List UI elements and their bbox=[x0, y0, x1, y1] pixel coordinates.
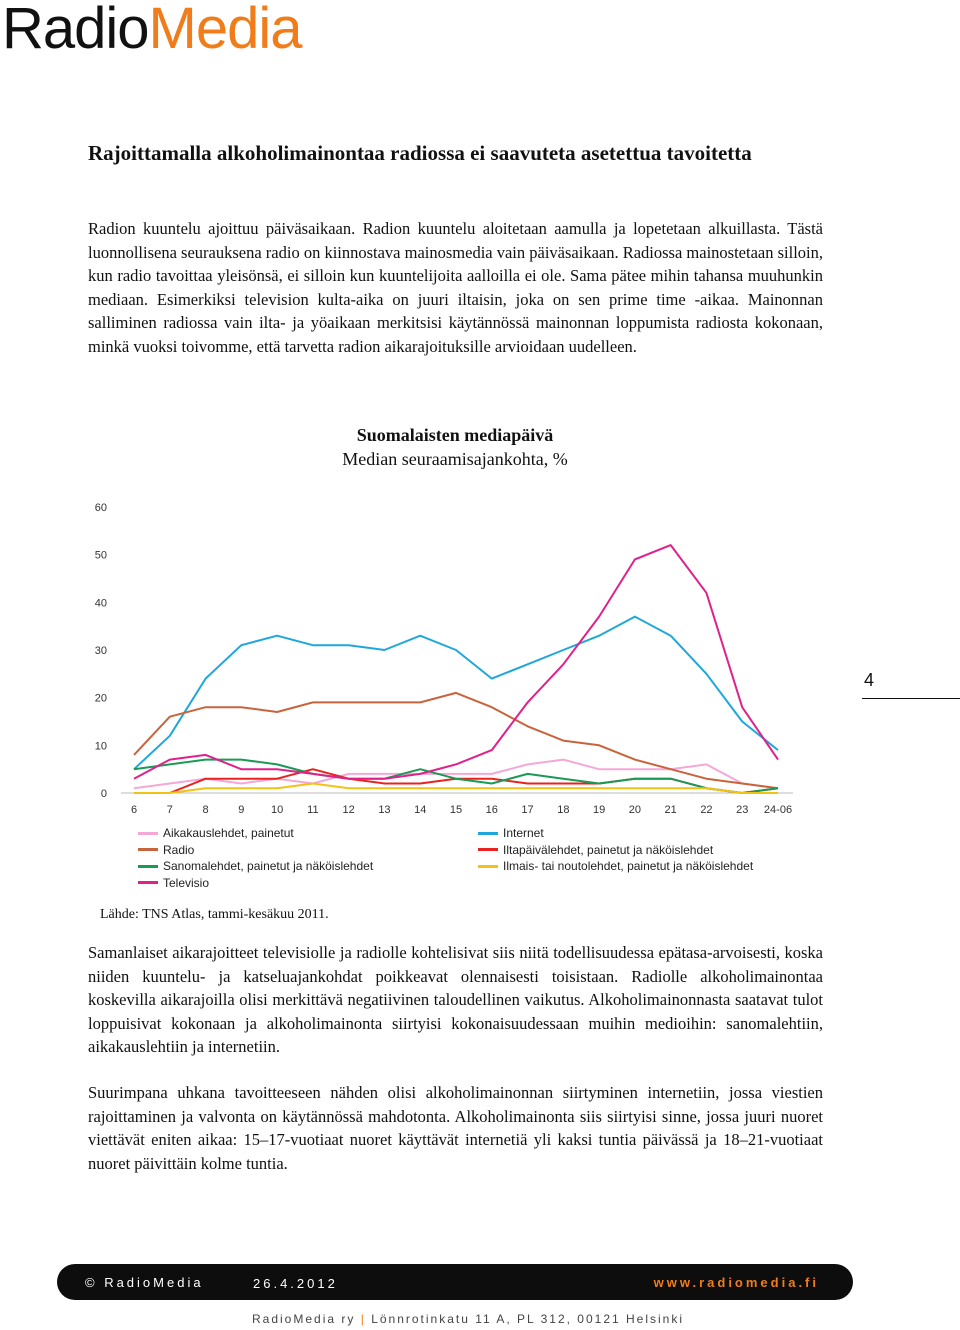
y-tick-label: 20 bbox=[94, 692, 107, 705]
legend-item bbox=[478, 859, 753, 873]
legend-swatch bbox=[478, 832, 498, 835]
footer-copyright: © RadioMedia bbox=[85, 1275, 204, 1290]
y-tick-label: 60 bbox=[94, 502, 107, 514]
x-tick-label: 16 bbox=[485, 804, 498, 816]
x-tick-label: 18 bbox=[557, 804, 570, 816]
paragraph-1: Radion kuuntelu ajoittuu päiväsaikaan. Radion kuuntelu aloitetaan aamulla ja lopetetaan alkuillasta. Tästä luonnollisena seurauksena radio on kiinnostava mainosmedia vain päiväsaikaan. Radiossa mainostetaan silloin, kun radio tavoittaa yleisönsä, ei silloin kun kuuntelijoita aalloilla ei ole. Sama pätee mihin tahansa muuhunkin mediaan. Esimerkiksi television kulta-aika on juuri iltaisin, joka on sen prime time -aikaa. Mainonnan salliminen radiossa vain ilta- ja yöaikaan merkitsisi käytännössä mainonnan loppumista radiosta kokonaan, minkä vuoksi toivomme, että tarvetta radion aikarajoituksille arvioidaan uudelleen. bbox=[88, 219, 823, 356]
x-tick-label: 10 bbox=[270, 804, 284, 816]
legend-swatch bbox=[138, 865, 158, 868]
x-tick-label: 23 bbox=[736, 804, 749, 816]
x-tick-label: 17 bbox=[521, 804, 534, 816]
page-number-rule bbox=[862, 698, 960, 699]
x-tick-label: 7 bbox=[166, 804, 173, 816]
legend-item bbox=[478, 826, 544, 840]
series-line-7 bbox=[134, 545, 778, 779]
logo-media: Media bbox=[148, 0, 302, 61]
paragraph-2: Samanlaiset aikarajoitteet televisiolle ja radiolle kohtelisivat siis niitä todellisuudessa epätasa-arvoisesti, koska niiden kuuntelu- ja katseluajankohdat poikkeavat olennaisesti toisistaan. Radiolle alkoholimainontaa koskevilla aikarajoilla olisi merkittävä negatiivinen taloudellinen vaikutus. Alkoholimainonnasta saatavat tulot loppuisivat kokonaan ja alkoholimainonta siirtyisi kokonaisuudessaan muihin medioihin: sanomalehtiin, aikakauslehtiin ja internetiin. bbox=[88, 943, 823, 1056]
document-heading: Rajoittamalla alkoholimainontaa radiossa ei saavuteta asetettua tavoitetta bbox=[88, 141, 752, 165]
chart-title: Suomalaisten mediapäivä bbox=[356, 425, 554, 445]
chart-subtitle: Median seuraamisajankohta, % bbox=[342, 449, 568, 469]
x-tick-label: 19 bbox=[592, 804, 606, 816]
legend-swatch bbox=[138, 848, 158, 851]
legend-label: Sanomalehdet, painetut ja näköislehdet bbox=[163, 859, 374, 873]
x-tick-label: 22 bbox=[700, 804, 713, 816]
footer-website-link[interactable]: www.radiomedia.fi bbox=[653, 1275, 819, 1290]
logo-radio: Radio bbox=[2, 0, 149, 61]
legend-item bbox=[138, 826, 294, 840]
legend-item bbox=[138, 876, 209, 890]
footer-separator: | bbox=[360, 1312, 366, 1326]
legend-swatch bbox=[478, 865, 498, 868]
legend-label: Iltapäivälehdet, painetut ja näköislehdet bbox=[503, 842, 714, 857]
legend-swatch bbox=[478, 848, 498, 851]
x-tick-label: 14 bbox=[414, 804, 427, 816]
footer-street-address: Lönnrotinkatu 11 A, PL 312, 00121 Helsinki bbox=[371, 1312, 685, 1326]
legend-label: Aikakauslehdet, painetut bbox=[163, 826, 294, 840]
x-tick-label: 12 bbox=[342, 804, 355, 816]
radiomedia-logo bbox=[2, 0, 302, 61]
x-tick-label: 21 bbox=[664, 804, 677, 816]
legend-label: Radio bbox=[163, 842, 195, 857]
y-tick-label: 50 bbox=[94, 549, 107, 562]
legend-label: Televisio bbox=[163, 875, 210, 890]
legend-item bbox=[478, 843, 713, 857]
series-line-6 bbox=[134, 784, 778, 794]
y-tick-label: 30 bbox=[94, 645, 107, 657]
footer-date: 26.4.2012 bbox=[253, 1276, 338, 1291]
footer-org-name: RadioMedia ry bbox=[252, 1312, 356, 1326]
x-tick-label: 6 bbox=[130, 804, 138, 816]
y-tick-label: 0 bbox=[100, 788, 107, 800]
chart-source: Lähde: TNS Atlas, tammi-kesäkuu 2011. bbox=[100, 907, 329, 922]
y-tick-label: 10 bbox=[94, 740, 107, 753]
legend-item bbox=[138, 859, 373, 873]
x-tick-label: 20 bbox=[628, 804, 642, 816]
legend-label: Ilmais- tai noutolehdet, painetut ja näköislehdet bbox=[503, 859, 754, 873]
x-tick-label: 13 bbox=[378, 804, 391, 816]
footer-address bbox=[252, 1312, 684, 1326]
x-tick-label: 11 bbox=[307, 804, 319, 816]
page-number: 4 bbox=[864, 670, 875, 690]
x-tick-label: 8 bbox=[202, 804, 209, 816]
footer-bar bbox=[57, 1264, 853, 1300]
legend-label: Internet bbox=[503, 826, 544, 840]
legend-swatch bbox=[138, 832, 158, 835]
paragraph-3: Suurimpana uhkana tavoitteeseen nähden olisi alkoholimainonnan siirtyminen internetiin, jossa viestien rajoittaminen ja valvonta on käytännössä mahdotonta. Alkoholimainonta siis siirtyisi sinne, jossa juuri nuoret viettävät eniten aikaa: 15–17-vuotiaat nuoret käyttävät internetiä yli kaksi tuntia päivässä ja 18–21-vuotiaat nuoret päivittäin kolme tuntia. bbox=[88, 1083, 823, 1173]
x-tick-label: 24-06 bbox=[763, 804, 793, 816]
y-tick-label: 40 bbox=[94, 597, 107, 610]
x-tick-label: 9 bbox=[238, 804, 245, 816]
legend-swatch bbox=[138, 881, 158, 884]
x-tick-label: 15 bbox=[449, 804, 463, 816]
legend-item bbox=[138, 843, 194, 857]
